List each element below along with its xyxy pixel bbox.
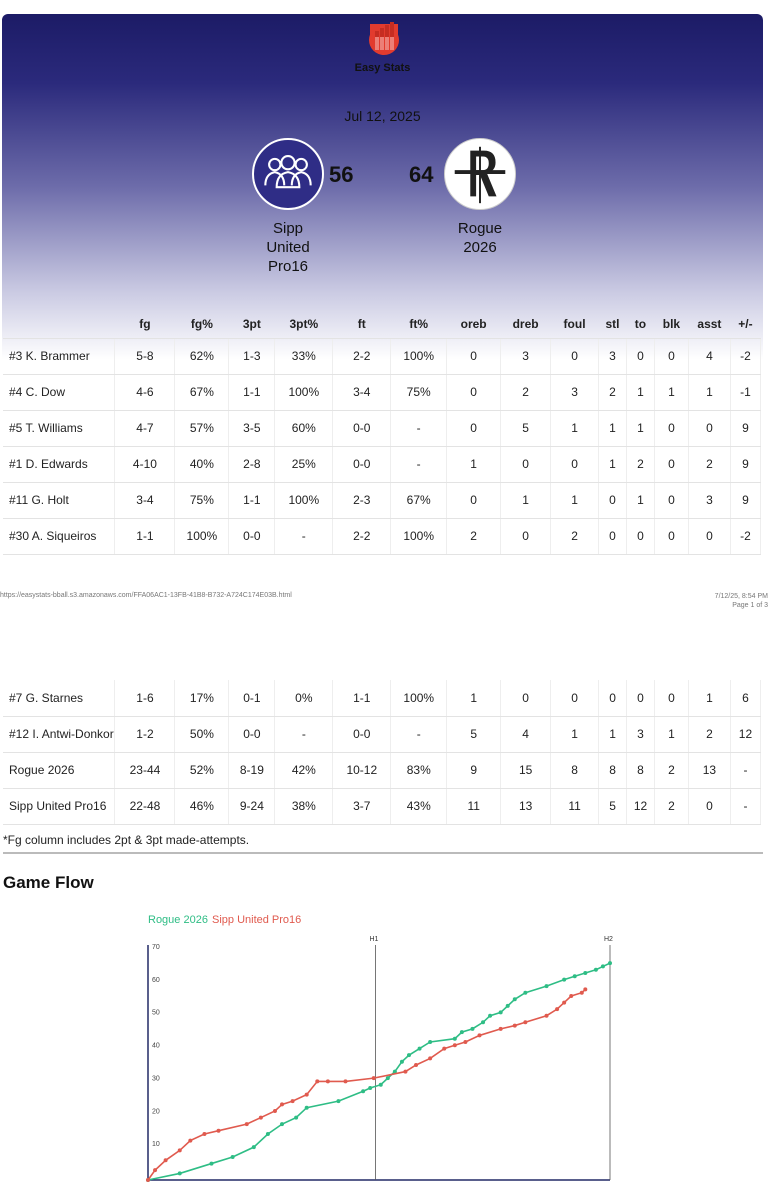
- stat-cell: 17%: [175, 680, 229, 716]
- stat-cell: 9-24: [229, 788, 275, 824]
- data-point: [209, 1162, 213, 1166]
- stat-cell: 46%: [175, 788, 229, 824]
- stat-cell: 0: [599, 482, 627, 518]
- stat-cell: 1: [599, 410, 627, 446]
- table-header-row: [3, 310, 761, 338]
- stat-cell: 1: [551, 482, 599, 518]
- stat-cell: 2: [551, 518, 599, 554]
- data-point: [386, 1076, 390, 1080]
- stat-cell: 4-10: [115, 446, 175, 482]
- stat-cell: 1: [551, 410, 599, 446]
- stat-cell: 8: [627, 752, 655, 788]
- stat-cell: 1: [688, 680, 730, 716]
- data-point: [164, 1158, 168, 1162]
- stat-cell: 2: [688, 446, 730, 482]
- stat-cell: 1-6: [115, 680, 175, 716]
- stat-cell: 15: [501, 752, 551, 788]
- stat-cell: 1: [447, 446, 501, 482]
- column-header: 3pt%: [275, 310, 333, 338]
- data-point: [569, 994, 573, 998]
- data-point: [266, 1132, 270, 1136]
- stat-cell: 3: [688, 482, 730, 518]
- stat-cell: 0: [447, 374, 501, 410]
- column-header: stl: [599, 310, 627, 338]
- stat-cell: 100%: [391, 680, 447, 716]
- stat-cell: 6: [730, 680, 760, 716]
- stat-cell: 5: [599, 788, 627, 824]
- data-point: [379, 1083, 383, 1087]
- group-people-icon: [254, 140, 322, 208]
- home-team-name: [248, 219, 328, 276]
- half-marker-label: H1: [369, 936, 379, 943]
- stat-cell: 13: [501, 788, 551, 824]
- stat-cell: 83%: [391, 752, 447, 788]
- data-point: [523, 1020, 527, 1024]
- stat-cell: 62%: [175, 338, 229, 374]
- stat-cell: -: [391, 410, 447, 446]
- stat-cell: 42%: [275, 752, 333, 788]
- print-url: https://easystats-bball.s3.amazonaws.com/FFA06AC1-13FB-41B8-B732-A724C174E03B.html: [0, 592, 292, 599]
- stat-cell: 1-2: [115, 716, 175, 752]
- data-point: [594, 968, 598, 972]
- home-score: 56: [329, 162, 354, 187]
- stat-cell: 8: [551, 752, 599, 788]
- home-team-name-line: United: [266, 239, 310, 256]
- stat-cell: 1-1: [229, 374, 275, 410]
- data-point: [414, 1063, 418, 1067]
- stat-cell: 3-5: [229, 410, 275, 446]
- stat-cell: -: [730, 788, 760, 824]
- away-team-name-line: Rogue: [457, 220, 503, 237]
- page-number: Page 1 of 3: [732, 602, 768, 609]
- data-point: [252, 1145, 256, 1149]
- column-header: ft%: [391, 310, 447, 338]
- stat-cell: 57%: [175, 410, 229, 446]
- data-point: [280, 1122, 284, 1126]
- stat-cell: 0: [551, 338, 599, 374]
- bar-chart-logo-icon: [366, 22, 402, 56]
- data-point: [453, 1037, 457, 1041]
- stat-cell: 0: [655, 680, 689, 716]
- stat-cell: 25%: [275, 446, 333, 482]
- stat-cell: 23-44: [115, 752, 175, 788]
- data-point: [245, 1122, 249, 1126]
- data-point: [499, 1010, 503, 1014]
- data-point: [453, 1043, 457, 1047]
- data-point: [291, 1099, 295, 1103]
- data-point: [326, 1079, 330, 1083]
- stat-cell: 33%: [275, 338, 333, 374]
- stat-cell: 3: [501, 338, 551, 374]
- footnote: *Fg column includes 2pt & 3pt made-attempts.: [3, 833, 250, 847]
- stat-cell: 100%: [391, 518, 447, 554]
- half-marker-label: H2: [604, 936, 613, 943]
- stat-cell: 0: [501, 518, 551, 554]
- data-point: [562, 978, 566, 982]
- stat-cell: 0: [501, 680, 551, 716]
- stat-cell: 0: [551, 680, 599, 716]
- stat-cell: 60%: [275, 410, 333, 446]
- stat-cell: -1: [730, 374, 760, 410]
- rockets-r-logo-icon: [445, 139, 515, 209]
- data-point: [259, 1116, 263, 1120]
- data-point: [178, 1148, 182, 1152]
- data-point: [545, 1014, 549, 1018]
- player-name-cell: #11 G. Holt: [3, 482, 115, 518]
- data-point: [562, 1001, 566, 1005]
- stat-cell: 1: [655, 716, 689, 752]
- stat-cell: 0: [654, 410, 688, 446]
- stat-cell: 1: [654, 374, 688, 410]
- column-header: +/-: [730, 310, 760, 338]
- table-row: [3, 446, 761, 482]
- stat-cell: 2-2: [333, 338, 391, 374]
- legend-entry: Rogue 2026: [148, 914, 208, 926]
- stat-cell: 0: [654, 518, 688, 554]
- data-point: [146, 1178, 150, 1182]
- stat-cell: 0-0: [229, 518, 275, 554]
- table-row: [3, 410, 761, 446]
- stat-cell: 0-0: [333, 410, 391, 446]
- home-team-name-line: Sipp: [272, 220, 304, 237]
- table-row: [3, 518, 761, 554]
- stat-cell: 0: [626, 518, 654, 554]
- stat-cell: 1: [501, 482, 551, 518]
- stat-cell: -2: [730, 338, 760, 374]
- stat-cell: 40%: [175, 446, 229, 482]
- divider: [3, 852, 763, 854]
- data-point: [217, 1129, 221, 1133]
- data-point: [280, 1102, 284, 1106]
- player-name-cell: #7 G. Starnes: [3, 680, 115, 716]
- game-date: Jul 12, 2025: [344, 108, 421, 124]
- data-point: [400, 1060, 404, 1064]
- stat-cell: 12: [730, 716, 760, 752]
- data-point: [294, 1116, 298, 1120]
- data-point: [580, 991, 584, 995]
- game-flow-chart: [130, 905, 620, 1195]
- home-team-avatar: [252, 138, 324, 210]
- stat-cell: 1-1: [229, 482, 275, 518]
- stat-cell: 0: [654, 338, 688, 374]
- stat-cell: 1: [626, 374, 654, 410]
- stat-cell: 1-1: [115, 518, 175, 554]
- stat-cell: 43%: [391, 788, 447, 824]
- away-score: 64: [409, 162, 434, 187]
- column-header: foul: [551, 310, 599, 338]
- stat-cell: 2: [599, 374, 627, 410]
- y-tick-label: 40: [152, 1042, 160, 1050]
- stat-cell: 13: [688, 752, 730, 788]
- player-stats-table-continued: [3, 680, 761, 825]
- data-point: [418, 1047, 422, 1051]
- series-line: [148, 989, 585, 1180]
- stat-cell: 52%: [175, 752, 229, 788]
- player-name-cell: #5 T. Williams: [3, 410, 115, 446]
- data-point: [523, 991, 527, 995]
- column-header: oreb: [447, 310, 501, 338]
- stat-cell: 1: [551, 716, 599, 752]
- stat-cell: 100%: [175, 518, 229, 554]
- data-point: [583, 971, 587, 975]
- stat-cell: 9: [447, 752, 501, 788]
- stat-cell: 2: [655, 752, 689, 788]
- table-row: [3, 716, 761, 752]
- data-point: [315, 1079, 319, 1083]
- stat-cell: 11: [447, 788, 501, 824]
- data-point: [361, 1089, 365, 1093]
- column-header: 3pt: [229, 310, 275, 338]
- column-header: fg%: [175, 310, 229, 338]
- column-header: asst: [688, 310, 730, 338]
- stat-cell: 0: [627, 680, 655, 716]
- data-point: [442, 1047, 446, 1051]
- stat-cell: 5: [501, 410, 551, 446]
- stat-cell: 1: [447, 680, 501, 716]
- stat-cell: 1: [626, 410, 654, 446]
- stat-cell: 0: [688, 518, 730, 554]
- stat-cell: 0: [447, 410, 501, 446]
- away-team-avatar: [444, 138, 516, 210]
- data-point: [481, 1020, 485, 1024]
- table-row: [3, 788, 761, 824]
- player-stats-table: [3, 310, 761, 555]
- data-point: [305, 1106, 309, 1110]
- stat-cell: 75%: [391, 374, 447, 410]
- away-team-name-line: 2026: [463, 239, 497, 256]
- stat-cell: 2: [655, 788, 689, 824]
- data-point: [403, 1070, 407, 1074]
- data-point: [336, 1099, 340, 1103]
- column-header: dreb: [501, 310, 551, 338]
- stat-cell: 4-6: [115, 374, 175, 410]
- y-tick-label: 60: [152, 976, 160, 984]
- table-row: [3, 374, 761, 410]
- data-point: [460, 1030, 464, 1034]
- data-point: [428, 1056, 432, 1060]
- data-point: [372, 1076, 376, 1080]
- stat-cell: 1: [688, 374, 730, 410]
- stat-cell: 2-3: [333, 482, 391, 518]
- stat-cell: 2: [501, 374, 551, 410]
- data-point: [470, 1027, 474, 1031]
- column-header: [3, 310, 115, 338]
- column-header: to: [626, 310, 654, 338]
- stat-cell: 5-8: [115, 338, 175, 374]
- stat-cell: 0: [688, 410, 730, 446]
- stat-cell: 100%: [275, 374, 333, 410]
- stat-cell: 4: [688, 338, 730, 374]
- stat-cell: 4-7: [115, 410, 175, 446]
- stat-cell: 0: [654, 482, 688, 518]
- data-point: [545, 984, 549, 988]
- stat-cell: 0: [551, 446, 599, 482]
- stat-cell: 1: [626, 482, 654, 518]
- stat-cell: -2: [730, 518, 760, 554]
- home-team-name-line: Pro16: [267, 258, 309, 275]
- stat-cell: 100%: [391, 338, 447, 374]
- stat-cell: 2: [688, 716, 730, 752]
- data-point: [273, 1109, 277, 1113]
- y-tick-label: 10: [152, 1141, 160, 1149]
- stat-cell: 0-0: [333, 716, 391, 752]
- stat-cell: 1-1: [333, 680, 391, 716]
- column-header: blk: [654, 310, 688, 338]
- stat-cell: 67%: [391, 482, 447, 518]
- print-datetime: [715, 592, 768, 610]
- away-team-name: [440, 219, 520, 257]
- y-tick-label: 30: [152, 1075, 160, 1083]
- data-point: [488, 1014, 492, 1018]
- stat-cell: 8-19: [229, 752, 275, 788]
- brand-name: Easy Stats: [354, 62, 411, 74]
- data-point: [463, 1040, 467, 1044]
- data-point: [305, 1093, 309, 1097]
- legend-entry: Sipp United Pro16: [212, 914, 302, 926]
- player-name-cell: #4 C. Dow: [3, 374, 115, 410]
- stat-cell: 5: [447, 716, 501, 752]
- stat-cell: -: [275, 518, 333, 554]
- data-point: [202, 1132, 206, 1136]
- data-point: [583, 987, 587, 991]
- data-point: [608, 961, 612, 965]
- stat-cell: 75%: [175, 482, 229, 518]
- data-point: [601, 964, 605, 968]
- stat-cell: 1: [599, 716, 627, 752]
- data-point: [178, 1171, 182, 1175]
- stat-cell: 3: [627, 716, 655, 752]
- stat-cell: 0: [599, 680, 627, 716]
- player-name-cell: #12 I. Antwi-Donkor: [3, 716, 115, 752]
- data-point: [506, 1004, 510, 1008]
- data-point: [573, 974, 577, 978]
- stat-cell: 9: [730, 482, 760, 518]
- stat-cell: 0: [447, 482, 501, 518]
- stat-cell: 0: [447, 338, 501, 374]
- stat-cell: 10-12: [333, 752, 391, 788]
- stat-cell: 0%: [275, 680, 333, 716]
- data-point: [153, 1168, 157, 1172]
- stat-cell: -: [275, 716, 333, 752]
- stat-cell: 0-0: [333, 446, 391, 482]
- data-point: [343, 1079, 347, 1083]
- stat-cell: 11: [551, 788, 599, 824]
- stat-cell: 4: [501, 716, 551, 752]
- data-point: [513, 1024, 517, 1028]
- stat-cell: 2-2: [333, 518, 391, 554]
- section-title-game-flow: Game Flow: [3, 873, 94, 892]
- table-row: [3, 338, 761, 374]
- stat-cell: 0: [501, 446, 551, 482]
- column-header: fg: [115, 310, 175, 338]
- table-row: [3, 752, 761, 788]
- data-point: [407, 1053, 411, 1057]
- table-row: [3, 482, 761, 518]
- stat-cell: 100%: [275, 482, 333, 518]
- stat-cell: 9: [730, 446, 760, 482]
- stat-cell: 2-8: [229, 446, 275, 482]
- data-point: [428, 1040, 432, 1044]
- stat-cell: 0-1: [229, 680, 275, 716]
- stat-cell: 67%: [175, 374, 229, 410]
- stat-cell: 1: [599, 446, 627, 482]
- stat-cell: -: [391, 716, 447, 752]
- series-line: [148, 963, 610, 1180]
- stat-cell: 12: [627, 788, 655, 824]
- data-point: [231, 1155, 235, 1159]
- player-name-cell: Sipp United Pro16: [3, 788, 115, 824]
- stat-cell: 3-7: [333, 788, 391, 824]
- stat-cell: 0-0: [229, 716, 275, 752]
- player-name-cell: #3 K. Brammer: [3, 338, 115, 374]
- table-row: [3, 680, 761, 716]
- data-point: [478, 1033, 482, 1037]
- stat-cell: 22-48: [115, 788, 175, 824]
- stat-cell: 0: [599, 518, 627, 554]
- stat-cell: 9: [730, 410, 760, 446]
- player-name-cell: Rogue 2026: [3, 752, 115, 788]
- data-point: [188, 1139, 192, 1143]
- stat-cell: 2: [447, 518, 501, 554]
- stat-cell: 1-3: [229, 338, 275, 374]
- player-name-cell: #1 D. Edwards: [3, 446, 115, 482]
- stat-cell: 3: [551, 374, 599, 410]
- stat-cell: 0: [626, 338, 654, 374]
- y-tick-label: 50: [152, 1009, 160, 1017]
- stat-cell: -: [391, 446, 447, 482]
- stat-cell: 8: [599, 752, 627, 788]
- player-name-cell: #30 A. Siqueiros: [3, 518, 115, 554]
- data-point: [555, 1007, 559, 1011]
- stat-cell: 0: [654, 446, 688, 482]
- data-point: [368, 1086, 372, 1090]
- data-point: [513, 997, 517, 1001]
- stat-cell: 0: [688, 788, 730, 824]
- column-header: ft: [333, 310, 391, 338]
- stat-cell: 38%: [275, 788, 333, 824]
- stat-cell: 3-4: [333, 374, 391, 410]
- print-timestamp: 7/12/25, 8:54 PM: [714, 593, 768, 600]
- stat-cell: -: [730, 752, 760, 788]
- stat-cell: 50%: [175, 716, 229, 752]
- stat-cell: 3-4: [115, 482, 175, 518]
- y-tick-label: 20: [152, 1108, 160, 1116]
- data-point: [499, 1027, 503, 1031]
- y-tick-label: 70: [152, 944, 160, 951]
- stat-cell: 3: [599, 338, 627, 374]
- stat-cell: 2: [626, 446, 654, 482]
